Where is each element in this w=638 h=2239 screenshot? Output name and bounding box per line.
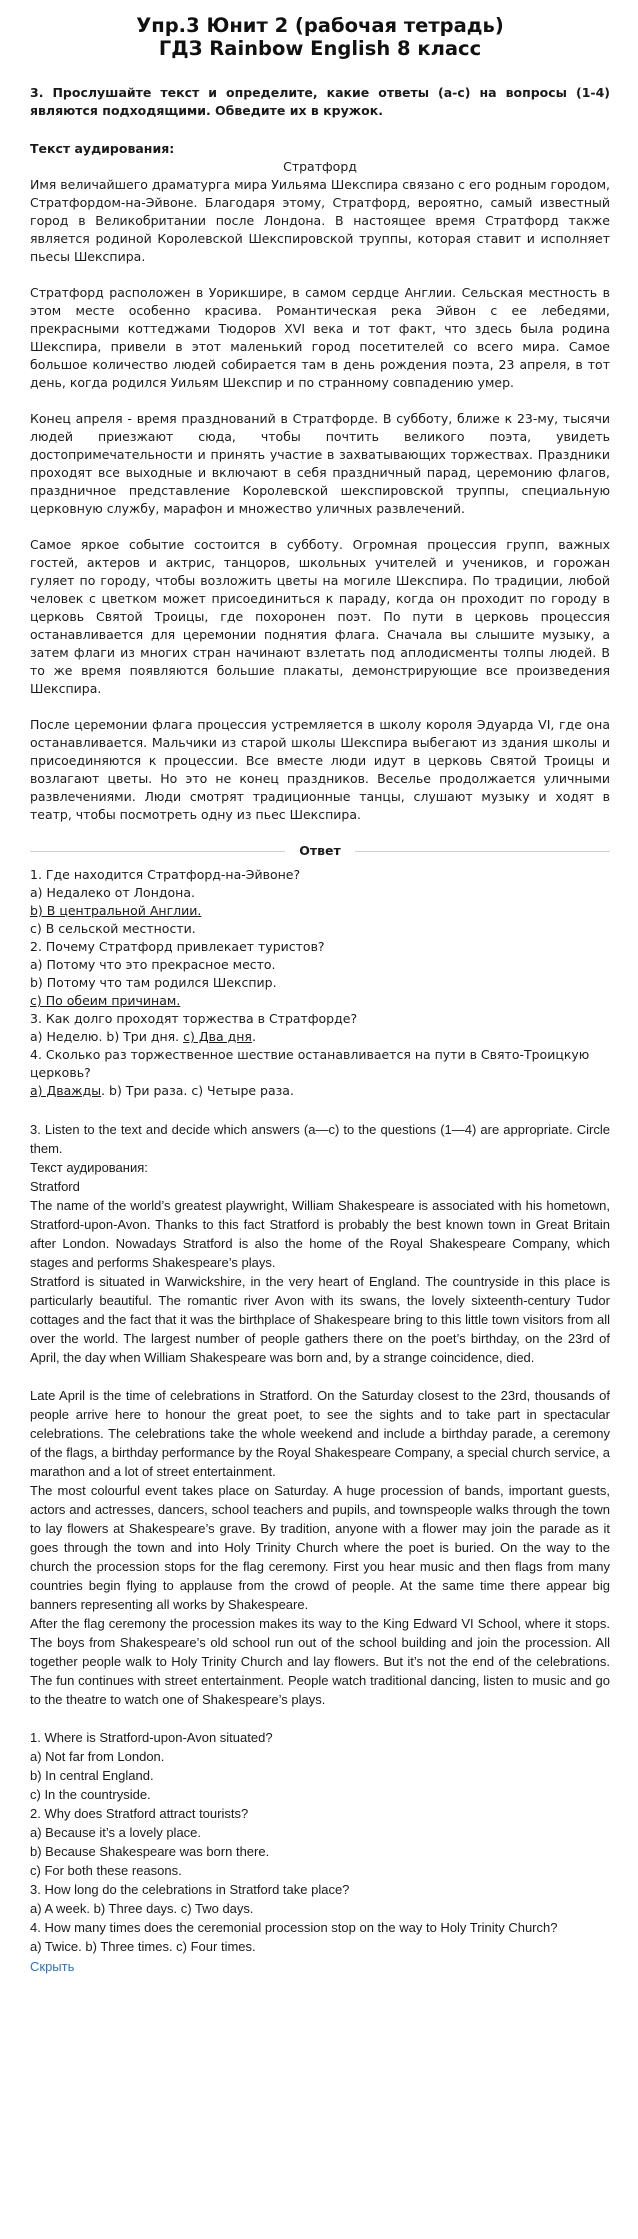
question-en-1-b: b) In central England. — [30, 1768, 154, 1783]
answer-heading: Ответ — [299, 843, 341, 858]
paragraph-ru-1: Имя величайшего драматурга мира Уильяма Шекспира связано с его родным городом, Стратфордом-на-Эйвоне. Благодаря этому, Стратфорд, вероятно, самый известный город в Великобритании после Лондона. В настоящее время Стратфорд также является родиной Королевской Шекспировской труппы, которая ставит и исполняет пьесы Шекспира. — [30, 177, 610, 264]
text-title-en: Stratford — [30, 1179, 80, 1194]
answer-ru-q2-b: b) Потому что там родился Шекспир. — [30, 975, 277, 990]
question-en-1-c: c) In the countryside. — [30, 1787, 151, 1802]
paragraph-ru-5: После церемонии флага процессия устремляется в школу короля Эдуарда VI, где она останавливается. Мальчики из старой школы Шекспира выбегают из здания школы и присоединяются к процессии. Все вместе люди идут в церковь Святой Троицы и возлагают цветы. Но это не конец праздников. Веселье продолжается уличными развлечениями. Люди смотрят традиционные танцы, слушают музыку и ходят в театр, чтобы посмотреть одну из пьес Шекспира. — [30, 717, 610, 822]
hide-link[interactable]: Скрыть — [30, 1959, 75, 1974]
answer-ru-q3: 3. Как долго проходят торжества в Стратфорде? — [30, 1011, 358, 1026]
answer-ru-q1: 1. Где находится Стратфорд-на-Эйвоне? — [30, 867, 301, 882]
title-line-1: Упр.3 Юнит 2 (рабочая тетрадь) — [136, 14, 504, 37]
answer-ru-q1-b-correct: b) В центральной Англии. — [30, 903, 202, 918]
paragraph-en-5: After the flag ceremony the procession makes its way to the King Edward VI School, where it stops. The boys from Shakespeare’s old school run out of the school building and join the procession. All together people walk to Holy Trinity Church and lay flowers. But it’s not the end of the celebrations. The fun continues with street entertainment. People watch traditional dancing, listen to music and go to the theatre to watch one of Shakespeare’s plays. — [30, 1616, 610, 1707]
answer-ru-q2-c-correct: c) По обеим причинам. — [30, 993, 181, 1008]
task-en: 3. Listen to the text and decide which answers (a—c) to the questions (1—4) are appropriate. Circle them. — [30, 1122, 610, 1156]
answer-ru-q2-a: a) Потому что это прекрасное место. — [30, 957, 276, 972]
answer-ru-q4: 4. Сколько раз торжественное шествие останавливается на пути в Свято-Троицкую церковь? — [30, 1047, 590, 1080]
divider-line-right — [355, 851, 610, 852]
answer-ru-q3-ab: a) Неделю. b) Три дня. — [30, 1029, 184, 1044]
paragraph-ru-3: Конец апреля - время празднований в Стратфорде. В субботу, ближе к 23-му, тысячи людей приезжают сюда, чтобы почтить великого поэта, увидеть достопримечательности и принять участие в захватывающих торжествах. Праздники проходят все выходные и включают в себя праздничный парад, церемонию флагов, праздничное представление Королевской шекспировской труппы, специальную церковную службу, марафон и множество уличных развлечений. — [30, 411, 610, 516]
paragraph-gap — [30, 1709, 610, 1728]
answer-ru-q4-options — [30, 1082, 610, 1100]
question-en-4-options: a) Twice. b) Three times. c) Four times. — [30, 1939, 256, 1954]
answer-divider — [30, 842, 610, 860]
paragraph-en-3: Late April is the time of celebrations in Stratford. On the Saturday closest to the 23rd, thousands of people arrive here to honour the great poet, to see the sights and to take part in spectacular celebrations. The celebrations take the whole weekend and include a birthday parade, a ceremony of the flags, a birthday performance by the Royal Shakespeare Company, a special church service, a marathon and a lot of street entertainment. — [30, 1388, 610, 1479]
title-line-2: ГДЗ Rainbow English 8 класс — [158, 37, 482, 60]
divider-line-left — [30, 851, 285, 852]
question-en-4: 4. How many times does the ceremonial procession stop on the way to Holy Trinity Church? — [30, 1920, 558, 1935]
paragraph-gap — [30, 1367, 610, 1386]
question-en-3-options: a) A week. b) Three days. c) Two days. — [30, 1901, 254, 1916]
page-title — [30, 14, 610, 60]
text-title-ru: Стратфорд — [283, 159, 357, 174]
answer-ru-q4-bc: . b) Три раза. c) Четыре раза. — [101, 1083, 294, 1098]
task-ru: 3. Прослушайте текст и определите, какие ответы (a-c) на вопросы (1-4) являются подходящими. Обведите их в кружок. — [30, 85, 610, 118]
answer-ru-q4-a-correct: a) Дважды — [30, 1083, 102, 1098]
audio-label-ru: Текст аудирования: — [30, 141, 175, 156]
answer-ru-q3-options — [30, 1028, 610, 1046]
answer-ru-q3-dot: . — [251, 1029, 256, 1044]
question-en-1-a: a) Not far from London. — [30, 1749, 165, 1764]
paragraph-ru-2: Стратфорд расположен в Уорикшире, в самом сердце Англии. Сельская местность в этом месте особенно красива. Романтическая река Эйвон с ее лебедями, прекрасными коттеджами Тюдоров XVI века и тот факт, что здесь была родина Шекспира, привели в этот маленький город посетителей со всего мира. Самое большое количество людей собирается там в день рождения поэта, 23 апреля, в тот день, когда родился Уильям Шекспир и по странному совпадению умер. — [30, 285, 610, 390]
question-en-2: 2. Why does Stratford attract tourists? — [30, 1806, 249, 1821]
question-en-1: 1. Where is Stratford-upon-Avon situated? — [30, 1730, 273, 1745]
paragraph-ru-4: Самое яркое событие состоится в субботу. Огромная процессия групп, важных гостей, актеров и актрис, танцоров, школьных учителей и учеников, и горожан гуляет по городу, чтобы возложить цветы на могиле Шекспира. По традиции, любой человек с цветком может присоединиться к параду, когда он проходит по городу в церковь Святой Троицы, где похоронен поэт. По пути в церковь процессия останавливается для церемонии поднятия флага. Сначала вы слышите музыку, а затем флаги из многих стран начинают взлетать под аплодисменты толпы людей. В то же время появляются большие плакаты, демонстрирующие все произведения Шекспира. — [30, 537, 610, 696]
answer-ru-q3-c-correct: c) Два дня — [183, 1029, 252, 1044]
answer-ru-q2: 2. Почему Стратфорд привлекает туристов? — [30, 939, 325, 954]
paragraph-en-4: The most colourful event takes place on Saturday. A huge procession of bands, important guests, actors and actresses, dancers, school teachers and pupils, and townspeople walks through the town to lay flowers at Shakespeare’s grave. By tradition, anyone with a flower may join the parade as it goes through the town and into Holy Trinity Church where the poet is buried. On the way to the church the procession stops for the flag ceremony. First you hear music and then flags from many countries begin flying to applause from the crowd of people. At the same time there appear big banners representing all works by Shakespeare. — [30, 1483, 610, 1612]
answers-ru — [30, 866, 610, 1100]
paragraph-en-1: The name of the world’s greatest playwright, William Shakespeare is associated with his hometown, Stratford-upon-Avon. Thanks to this fact Stratford is probably the best known town in Great Britain after London. Nowadays Stratford is also the home of the Royal Shakespeare Company, which stages and performs Shakespeare’s plays. — [30, 1198, 610, 1270]
english-section — [30, 1120, 610, 1956]
question-en-2-c: c) For both these reasons. — [30, 1863, 182, 1878]
question-en-2-b: b) Because Shakespeare was born there. — [30, 1844, 270, 1859]
paragraph-en-2: Stratford is situated in Warwickshire, in the very heart of England. The countryside in this place is particularly beautiful. The romantic river Avon with its swans, the lovely sixteenth-century Tudor cottages and the fact that it was the birthplace of Shakespeare bring to this little town visitors from all over the world. The largest number of people gathers there on the poet’s birthday, on the 23rd of April, the day when William Shakespeare was born and, by a strange coincidence, died. — [30, 1274, 610, 1365]
audio-label-en: Текст аудирования: — [30, 1160, 148, 1175]
question-en-2-a: a) Because it’s a lovely place. — [30, 1825, 202, 1840]
question-en-3: 3. How long do the celebrations in Stratford take place? — [30, 1882, 350, 1897]
answer-ru-q1-c: c) В сельской местности. — [30, 921, 196, 936]
answer-ru-q1-a: a) Недалеко от Лондона. — [30, 885, 195, 900]
